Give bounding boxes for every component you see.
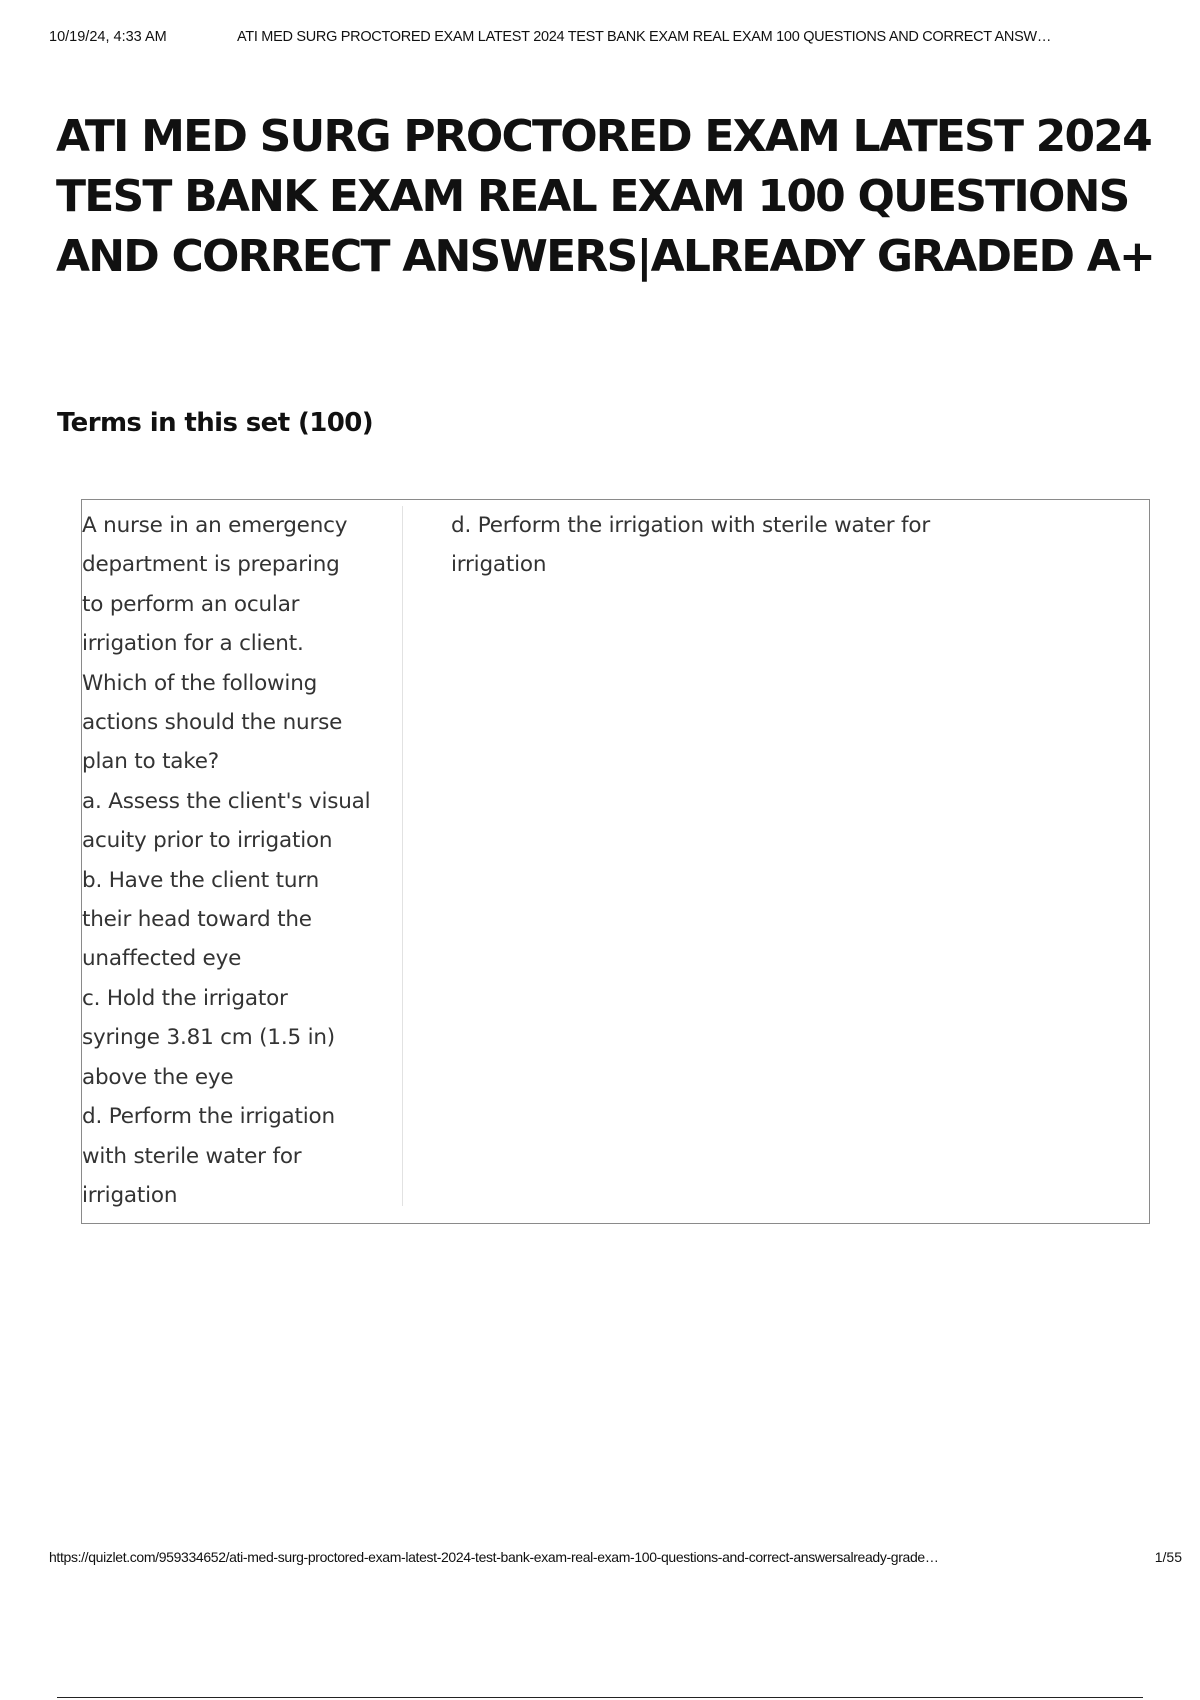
print-url: https://quizlet.com/959334652/ati-med-surg-proctored-exam-latest-2024-test-bank-exam-real-exam-100-questions-and-correct-answersalready-grade… [49,1549,939,1565]
term-line: a. Assess the client's visual [82,788,371,814]
term-line: b. Have the client turn [82,867,319,893]
page-divider [57,1697,1143,1698]
term-line: irrigation [82,1182,178,1208]
page-title-line: TEST BANK EXAM REAL EXAM 100 QUESTIONS [56,171,1129,222]
term-line: acuity prior to irrigation [82,828,333,854]
print-footer [49,1549,1182,1569]
print-doc-title: ATI MED SURG PROCTORED EXAM LATEST 2024 TEST BANK EXAM REAL EXAM 100 QUESTIONS AND CORRECT ANSW… [237,29,1052,45]
term-card [81,499,1150,1224]
definition-line: d. Perform the irrigation with sterile water for [451,513,930,538]
print-header [49,29,1180,49]
definition-line: irrigation [451,552,547,578]
term-line: their head toward the [82,907,312,933]
term-line: A nurse in an emergency [82,513,348,538]
term-line: d. Perform the irrigation [82,1104,335,1130]
term-line: actions should the nurse [82,710,343,736]
term-line: irrigation for a client. [82,631,304,657]
term-line: plan to take? [82,749,220,775]
term-line: to perform an ocular [82,591,300,617]
term-line: department is preparing [82,552,340,578]
term-line: above the eye [82,1064,234,1090]
page-title-line: AND CORRECT ANSWERS|ALREADY GRADED A+ [56,231,1155,282]
term-line: with sterile water for [82,1143,302,1169]
print-datetime: 10/19/24, 4:33 AM [49,29,167,45]
term-line: Which of the following [82,670,318,696]
definition-side [451,506,1011,585]
term-line: unaffected eye [82,946,242,972]
terms-heading: Terms in this set (100) [57,408,374,438]
page-title [56,107,1166,287]
term-line: syringe 3.81 cm (1.5 in) [82,1025,335,1051]
term-side [82,506,403,1206]
page-title-line: ATI MED SURG PROCTORED EXAM LATEST 2024 [56,111,1151,162]
page-number: 1/55 [1154,1549,1182,1565]
term-line: c. Hold the irrigator [82,985,288,1011]
